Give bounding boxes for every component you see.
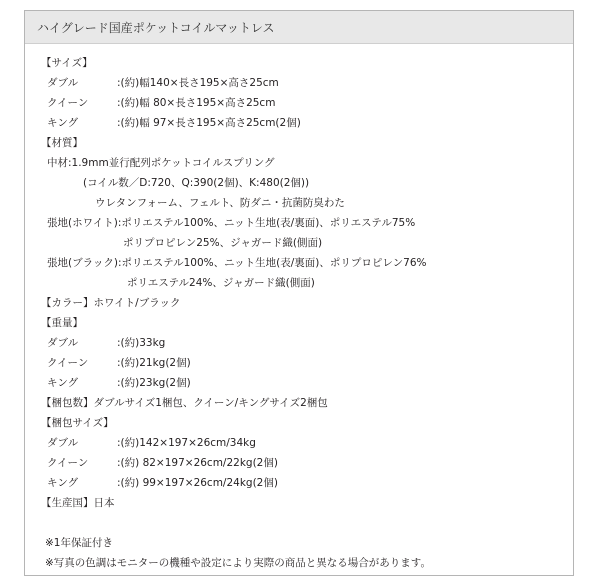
spec-content — [41, 53, 565, 573]
material-black-value-cont: ポリエステル24%、ジャガード織(側面) — [127, 277, 315, 289]
weight-value-double: :(約)33kg — [117, 337, 166, 349]
packages-line: 【梱包数】ダブルサイズ1梱包、クイーン/キングサイズ2梱包 — [41, 397, 328, 409]
size-label-double: ダブル — [47, 77, 79, 89]
weight-value-queen: :(約)21kg(2個) — [117, 357, 191, 369]
weight-label-queen: クイーン — [47, 357, 89, 369]
material-black-row — [41, 253, 565, 273]
material-black-label: 張地(ブラック) — [47, 257, 118, 269]
weight-label-double: ダブル — [47, 337, 79, 349]
package-size-row-king — [41, 473, 565, 493]
material-heading: 【材質】 — [41, 137, 83, 149]
size-heading: 【サイズ】 — [41, 57, 93, 69]
material-white-row — [41, 213, 565, 233]
size-value-double: :(約)幅140×長さ195×高さ25cm — [117, 77, 279, 89]
package-size-row-queen — [41, 453, 565, 473]
material-white-value-cont: ポリプロピレン25%、ジャガード織(側面) — [123, 237, 323, 249]
material-white-label: 張地(ホワイト) — [47, 217, 118, 229]
spec-panel — [24, 10, 574, 576]
material-white-value: :ポリエステル100%、ニット生地(表/裏面)、ポリエステル75% — [117, 217, 416, 229]
origin-line: 【生産国】日本 — [41, 497, 115, 509]
weight-row-double — [41, 333, 565, 353]
material-coil-count: (コイル数／D:720、Q:390(2個)、K:480(2個)) — [83, 177, 310, 189]
package-size-label-queen: クイーン — [47, 457, 89, 469]
package-size-label-double: ダブル — [47, 437, 79, 449]
photo-disclaimer: ※写真の色調はモニターの機種や設定により実際の商品と異なる場合があります。 — [45, 557, 431, 569]
package-size-value-queen: :(約) 82×197×26cm/22kg(2個) — [117, 457, 278, 469]
weight-heading: 【重量】 — [41, 317, 83, 329]
color-line: 【カラー】ホワイト/ブラック — [41, 297, 181, 309]
size-row-queen — [41, 93, 565, 113]
material-black-value: :ポリエステル100%、ニット生地(表/裏面)、ポリプロピレン76% — [117, 257, 427, 269]
material-urethane: ウレタンフォーム、フェルト、防ダニ・抗菌防臭わた — [95, 197, 345, 209]
package-size-label-king: キング — [47, 477, 79, 489]
package-size-value-king: :(約) 99×197×26cm/24kg(2個) — [117, 477, 278, 489]
product-title: ハイグレード国産ポケットコイルマットレス — [37, 20, 275, 35]
package-size-heading: 【梱包サイズ】 — [41, 417, 114, 429]
weight-label-king: キング — [47, 377, 79, 389]
warranty-note: ※1年保証付き — [45, 537, 113, 549]
weight-row-king — [41, 373, 565, 393]
size-row-double — [41, 73, 565, 93]
package-size-value-double: :(約)142×197×26cm/34kg — [117, 437, 256, 449]
size-row-king — [41, 113, 565, 133]
material-core: 中材:1.9mm並行配列ポケットコイルスプリング — [47, 157, 275, 169]
size-value-king: :(約)幅 97×長さ195×高さ25cm(2個) — [117, 117, 301, 129]
panel-header — [25, 11, 573, 44]
size-label-king: キング — [47, 117, 79, 129]
size-value-queen: :(約)幅 80×長さ195×高さ25cm — [117, 97, 276, 109]
spacer — [41, 513, 565, 533]
package-size-row-double — [41, 433, 565, 453]
weight-value-king: :(約)23kg(2個) — [117, 377, 191, 389]
weight-row-queen — [41, 353, 565, 373]
size-label-queen: クイーン — [47, 97, 89, 109]
